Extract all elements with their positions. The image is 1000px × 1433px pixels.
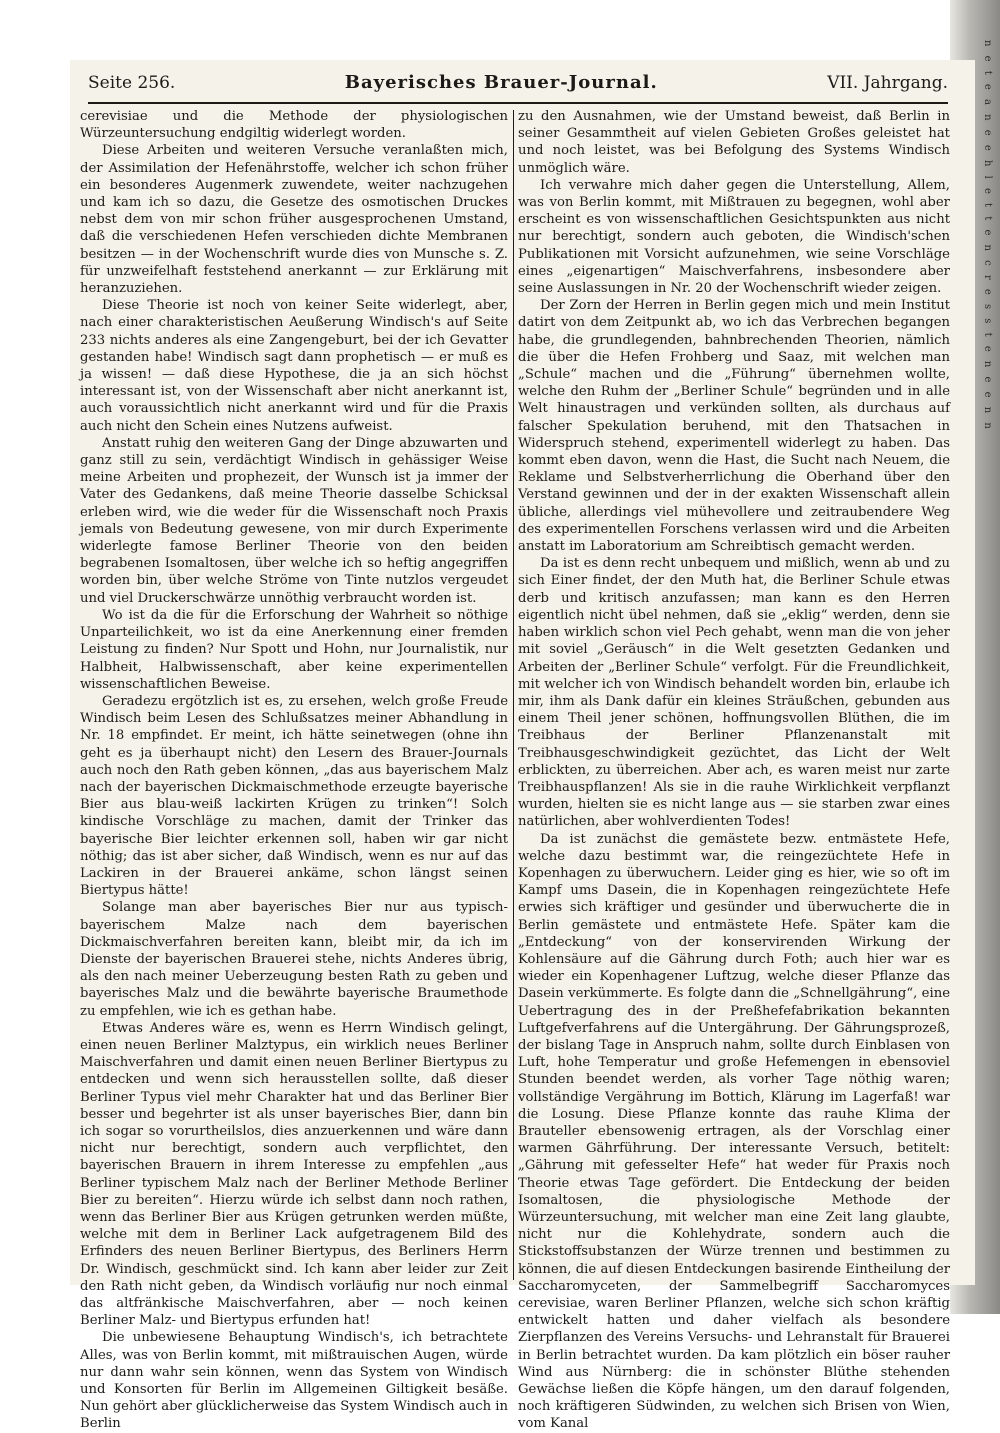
paragraph: cerevisiae und die Methode der physiologischen Würzeuntersuchung endgiltig widerlegt worden. (80, 109, 508, 142)
journal-page (70, 60, 975, 1432)
paragraph: Die unbewiesene Behauptung Windisch's, ich betrachtete Alles, was von Berlin kommt, mit mißtrauischen Augen, würde nur dann wahr sein können, wenn das System von Windisch und Konsorten für Berlin im Allgemeinen Giltigkeit besäße. Nun gehört aber glücklicherweise das System Windisch auch in Berlin (80, 1330, 508, 1432)
paragraph: Anstatt ruhig den weiteren Gang der Dinge abzuwarten und ganz still zu sein, verdächtigt Windisch in gehässiger Weise meine Arbeiten und prophezeit, der Wunsch ist ja immer der Vater des Gedankens, daß meine Theorie dasselbe Schicksal erleben wird, wie die weder für die Wissenschaft noch Praxis jemals von Bedeutung gewesene, von mir durch Experimente widerlegte famose Berliner Theorie von den beiden begrabenen Isomaltosen, über welche ich so heftig angegriffen worden bin, über welche Ströme von Tinte nutzlos vergeudet und viel Druckerschwärze unnöthig verbraucht worden ist. (80, 435, 508, 606)
page-header (88, 72, 948, 104)
volume-label: VII. Jahrgang. (827, 73, 948, 93)
paragraph: Wo ist da die für die Erforschung der Wahrheit so nöthige Unparteilichkeit, wo ist da eine Anerkennung einer fremden Leistung zu finden? Nur Spott und Hohn, nur Journalistik, nur Halbheit, Halbwissenschaft, aber keine experimentellen wissenschaftlichen Beweise. (80, 607, 508, 692)
paragraph: Ich verwahre mich daher gegen die Unterstellung, Allem, was von Berlin kommt, mit Mißtrauen zu begegnen, wohl aber erscheint es von wissenschaftlichen Gesichtspunkten aus nicht nur berechtigt, sondern auch geboten, die Windisch'schen Publikationen mit Vorsicht aufzunehmen, wie seine Vorschläge eines „eigenartigen“ Maischverfahrens, insbesondere aber seine Auslassungen in Nr. 20 der Wochenschrift wieder zeigen. (518, 177, 950, 297)
left-column (80, 108, 508, 1433)
paragraph: Der Zorn der Herren in Berlin gegen mich und mein Institut datirt von dem Zeitpunkt ab, wo ich das Verbrechen begangen habe, die grundlegenden, bahnbrechenden Theorien, nämlich die über die Hefen Frohberg und Saaz, mit welchen man „Schule“ machen und die „Führung“ übernehmen wollte, welche den Ruhm der „Berliner Schule“ begründen und in alle Welt hinaustragen und verkünden sollten, als durchaus auf falscher Spekulation beruhend, mit den Thatsachen in Widerspruch stehend, experimentell widerlegt zu haben. Das kommt eben davon, wenn die Hast, die Sucht nach Neuem, die Reklame und Selbstverherrlichung die Oberhand über den Verstand gewinnen und der in der exakten Wissenschaft allein übliche, allerdings viel mühevollere und zeitraubendere Weg des experimentellen Forschens verlassen wird und die Arbeiten anstatt im Laboratorium am Schreibtisch gemacht werden. (518, 298, 950, 555)
column-divider (513, 110, 514, 1280)
paragraph: Etwas Anderes wäre es, wenn es Herrn Windisch gelingt, einen neuen Berliner Malztypus, ein wirklich neues Berliner Maischverfahren und damit einen neuen Berliner Biertypus zu entdecken und wenn sich herausstellen sollte, daß dieser Berliner Typus viel mehr Charakter hat und das Berliner Bier besser und begehrter ist als unser bayerisches Bier, dann bin ich sogar so vorurtheilslos, dies anzuerkennen und wäre dann nicht nur berechtigt, sondern auch verpflichtet, den bayerischen Brauern in ihrem Interesse zu empfehlen „aus Berliner typischem Malz nach der Berliner Methode Berliner Bier zu bereiten“. Hierzu würde ich selbst dann noch rathen, wenn das Berliner Bier aus Krügen getrunken werden müßte, welche mit dem in Berliner Lack aufgetragenem Bild des Erfinders des neuen Berliner Biertypus, des Berliners Herrn Dr. Windisch, geschmückt sind. Ich kann aber leider zur Zeit den Rath nicht geben, da Windisch vorläufig nur noch einmal das altfränkische Maischverfahren, aber — noch keinen Berliner Malz- und Biertypus erfunden hat! (80, 1020, 508, 1329)
paragraph: Diese Arbeiten und weiteren Versuche veranlaßten mich, der Assimilation der Hefenährstoffe, welcher ich schon früher ein besonderes Augenmerk zuwendete, weiter nachzugehen und kam ich so dazu, die Gesetze des osmotischen Druckes nebst dem von mir schon früher ausgesprochenen Umstand, daß die verschiedenen Hefen verschieden dichte Membranen besitzen — in der Wochenschrift wurde dies von Munsche s. Z. für unzweifelhaft feststehend anerkannt — zur Erklärung mit heranzuziehen. (80, 143, 508, 297)
paragraph: Da ist zunächst die gemästete bezw. entmästete Hefe, welche dazu bestimmt war, die reingezüchtete Hefe in Kopenhagen zu überwuchern. Leider ging es hier, wie so oft im Kampf ums Dasein, die in Kopenhagen reingezüchtete Hefe erwies sich kräftiger und gesünder und überwucherte die in Berlin gemästete und entmästete Hefe. Später kam die „Entdeckung“ von der konservirenden Wirkung der Kohlensäure auf die Gährung durch Foth; auch hier war es wieder ein Kopenhagener Luftzug, welche dieser Pflanze das Dasein verkümmerte. Es folgte dann die „Schnellgährung“, eine Uebertragung des in der Preßhefefabrikation bekannten Luftgefverfahrens auf die Untergährung. Der Gährungsprozeß, der bislang Tage in Anspruch nahm, sollte durch Einblasen von Luft, hohe Temperatur und große Hefemengen in ebensoviel Stunden beendet werden, als vorher Tage nöthig waren; vollständige Vergährung im Bottich, Klärung im Lagerfaß! war die Losung. Diese Pflanze konnte das rauhe Klima der Brauteller ebensowenig ertragen, als der Vorschlag einer warmen Gährführung. Der interessante Versuch, betitelt: „Gährung mit gefesselter Hefe“ hat weder für Praxis noch Theorie etwas Tage gefördert. Die Entdeckung der beiden Isomaltosen, die physiologische Methode der Würzeuntersuchung, mit welcher man eine Zeit lang glaubte, nicht nur die Kohlehydrate, sondern auch die Stickstoffsubstanzen der Würze trennen und bestimmen zu können, die auf diesen Entdeckungen basirende Eintheilung der Saccharomyceten, der Sammelbegriff Saccharomyces cerevisiae, waren Berliner Pflanzen, welche sich schon kräftig entwickelt hatten und daher vielfach als besondere Zierpflanzen des Vereins Versuchs- und Lehranstalt für Brauerei in Berlin betrachtet wurden. Da kam plötzlich ein böser rauher Wind aus Nürnberg: die in schönster Blüthe stehenden Gewächse ließen die Köpfe hängen, um den darauf folgenden, noch kräftigeren Südwinden, zu welchen sich Brisen von Wien, vom Kanal (518, 831, 950, 1432)
adjacent-page-edge-text: n e t e a n e e h l e t t e n c r e s s t e n e e n n (982, 40, 993, 432)
journal-title: Bayerisches Brauer-Journal. (344, 72, 658, 93)
right-column (518, 108, 950, 1433)
paragraph: Da ist es denn recht unbequem und mißlich, wenn ab und zu sich Einer findet, der den Muth hat, die Berliner Schule etwas derb und kritisch anzufassen; man kann es den Herren eigentlich nicht übel nehmen, daß sie „eklig“ werden, denn sie haben wirklich schon viel Pech gehabt, wenn man die von jeher mit soviel „Geräusch“ in die Welt gesetzten Gedanken und Arbeiten der „Berliner Schule“ verfolgt. Für die Freundlichkeit, mit welcher ich von Windisch behandelt worden bin, erlaube ich mir, ihm als Dank dafür ein kleines Sträußchen, gebunden aus einem Theil jener schönen, hoffnungsvollen Blüthen, die im Treibhaus der Berliner Pflanzenanstalt mit Treibhausgeschwindigkeit gezüchtet, das Licht der Welt erblickten, zu überreichen. Aber ach, es waren meist nur zarte Treibhauspflanzen! Als sie in die rauhe Wirklichkeit verpflanzt wurden, hielten sie es nicht lange aus — sie starben zwar eines natürlichen, aber wohlverdienten Todes! (518, 556, 950, 830)
paragraph: Solange man aber bayerisches Bier nur aus typisch-bayerischem Malze nach dem bayerischen Dickmaischverfahren bereiten kann, bleibt mir, da ich im Dienste der bayerischen Brauerei stehe, nichts Anderes übrig, als den nach meiner Ueberzeugung besten Rath zu geben und bayerisches Malz und die bewährte bayerische Braumethode zu empfehlen, wie ich es gethan habe. (80, 900, 508, 1019)
paragraph: Diese Theorie ist noch von keiner Seite widerlegt, aber, nach einer charakteristischen Aeußerung Windisch's auf Seite 233 nichts anderes als eine Zangengeburt, bei der ich Gevatter gestanden habe! Windisch sagt dann prophetisch — er muß es ja wissen! — daß diese Hypothese, die ja an sich höchst interessant ist, von der Wissenschaft aber nicht anerkannt ist, auch voraussichtlich nicht anerkannt wird und für die Praxis auch nicht den Schein eines Nutzens aufweist. (80, 298, 508, 434)
page-number: Seite 256. (88, 73, 176, 93)
paragraph: zu den Ausnahmen, wie der Umstand beweist, daß Berlin in seiner Gesammtheit auf vielen Gebieten Großes geleistet hat und noch leistet, was bei Befolgung des Systems Windisch unmöglich wäre. (518, 109, 950, 176)
paragraph: Geradezu ergötzlich ist es, zu ersehen, welch große Freude Windisch beim Lesen des Schlußsatzes meiner Abhandlung in Nr. 18 empfindet. Er meint, ich hätte seinetwegen (ohne ihn geht es ja überhaupt nicht) den Lesern des Brauer-Journals auch noch den Rath geben können, „das aus bayerischem Malz nach der bayerischen Dickmaischmethode erzeugte bayerische Bier aus blau-weiß lackirten Krügen zu trinken“! Solch kindische Vorschläge zu machen, damit der Trinker das bayerische Bier leichter erkennen soll, haben wir gar nicht nöthig; das ist aber sicher, daß Windisch, wenn es nur auf das Lackiren in der Brauerei ankäme, schon längst seinen Biertypus hätte! (80, 693, 508, 899)
